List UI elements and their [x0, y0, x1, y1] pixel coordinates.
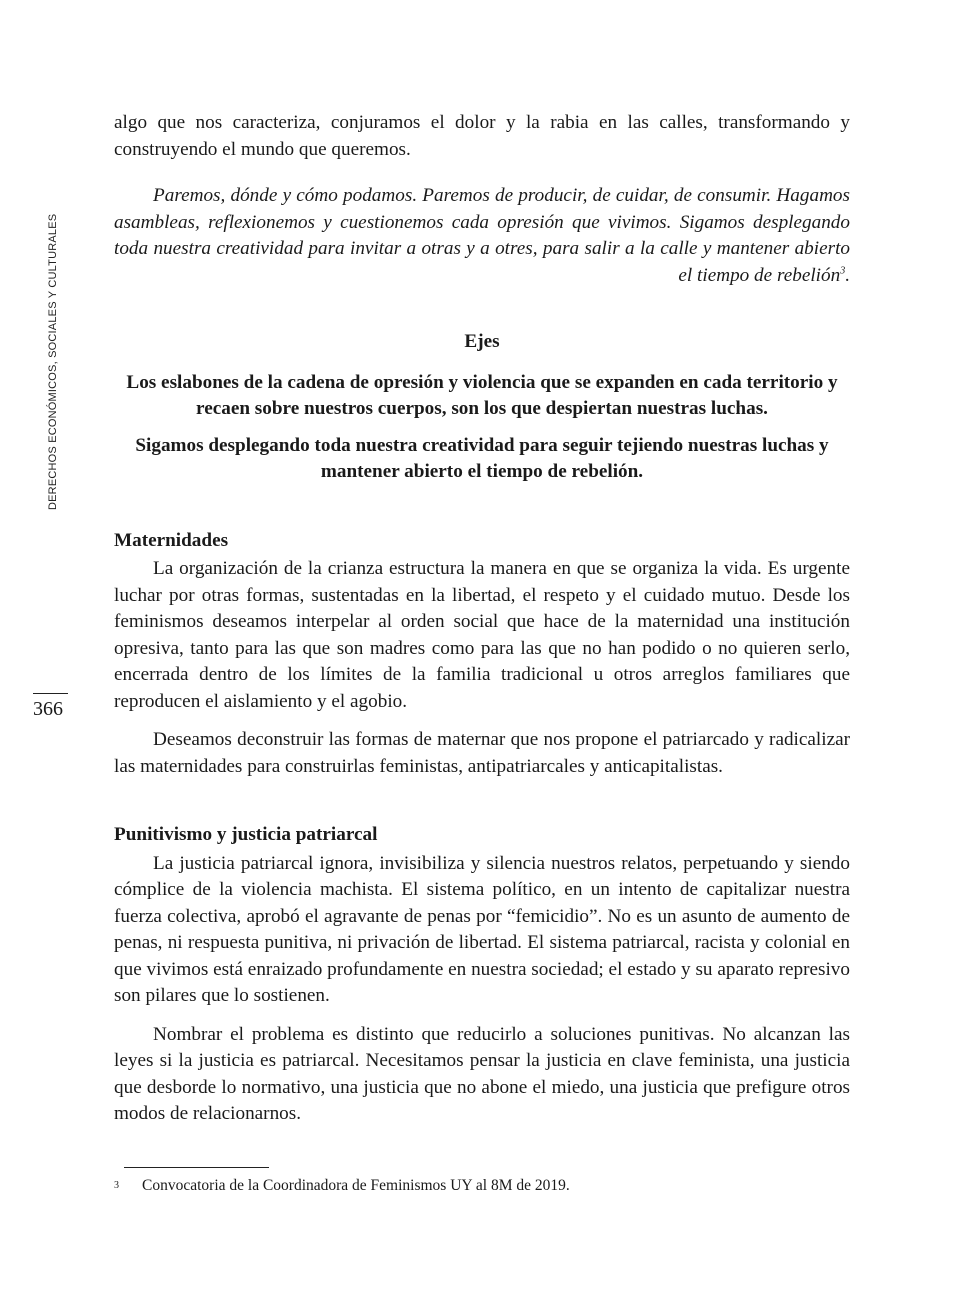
page-number-rule [33, 693, 68, 694]
block-quote [114, 183, 850, 289]
footnote-divider [124, 1167, 269, 1168]
quote-end: . [845, 264, 850, 286]
page-body [114, 110, 850, 1128]
running-header: DERECHOS ECONÓMICOS, SOCIALES Y CULTURALES [47, 213, 59, 510]
maternidades-paragraph-2: Deseamos deconstruir las formas de maternar que nos propone el patriarcado y radicalizar las maternidades para construirlas feministas, antipatriarcales y anticapitalistas. [114, 729, 850, 777]
intro-paragraph: algo que nos caracteriza, conjuramos el dolor y la rabia en las calles, transformando y construyendo el mundo que queremos. [114, 112, 850, 160]
ejes-heading: Ejes [464, 331, 500, 352]
punitivismo-paragraph-1: La justicia patriarcal ignora, invisibiliza y silencia nuestros relatos, perpetuando y siendo cómplice de la violencia machista. El sistema político, en un intento de capitalizar nuestra fuerza colectiva, aprobó el agravante de penas por “femicidio”. No es un asunto de aumento de penas, ni respuesta punitiva, ni privación de libertad. El sistema patriarcal, racista y colonial en que vivimos está enraizado profundamente en nuestra sociedad; el estado y su aparato represivo son pilares que lo sostienen. [114, 852, 850, 1006]
quote-text: Paremos, dónde y cómo podamos. Paremos de producir, de cuidar, de consumir. Hagamos asambleas, reflexionemos y cuestionemos cada opresión que vivimos. Sigamos desplegando toda nuestra creatividad para invitar a otras y a otres, para salir a la calle y mantener abierto el tiempo de rebelión [114, 185, 850, 286]
section-title-punitivismo: Punitivismo y justicia patriarcal [114, 824, 378, 845]
footnote-number: 3 [114, 1180, 119, 1191]
footnote-text: Convocatoria de la Coordinadora de Feminismos UY al 8M de 2019. [142, 1177, 570, 1194]
footnote-reference[interactable]: 3 [840, 265, 846, 277]
punitivismo-paragraph-2: Nombrar el problema es distinto que reducirlo a soluciones punitivas. No alcanzan las leyes si la justicia es patriarcal. Necesitamos pensar la justicia en clave feminista, una justicia que desborde lo normativo, una justicia que no abone el miedo, una justicia que prefigure otros modos de relacionarnos. [114, 1023, 850, 1124]
section-title-maternidades: Maternidades [114, 529, 229, 551]
footnote [114, 1176, 850, 1196]
page-number: 366 [33, 698, 63, 720]
ejes-statement-1: Los eslabones de la cadena de opresión y violencia que se expanden en cada territorio y recaen sobre nuestros cuerpos, son los que despiertan nuestras luchas. [126, 371, 838, 419]
ejes-statement-2: Sigamos desplegando toda nuestra creatividad para seguir tejiendo nuestras luchas y mantener abierto el tiempo de rebelión. [135, 434, 829, 482]
maternidades-paragraph-1: La organización de la crianza estructura la manera en que se organiza la vida. Es urgente luchar por otras formas, sustentadas en la libertad, el respeto y el cuidado mutuo. Desde los feminismos deseamos interpelar al orden social que hace de la maternidad una institución opresiva, tanto para las que son madres como para las que no han podido o no quieren serlo, encerrada dentro de los límites de la familia tradicional u otros arreglos familiares que reproducen el aislamiento y el agobio. [114, 558, 850, 712]
